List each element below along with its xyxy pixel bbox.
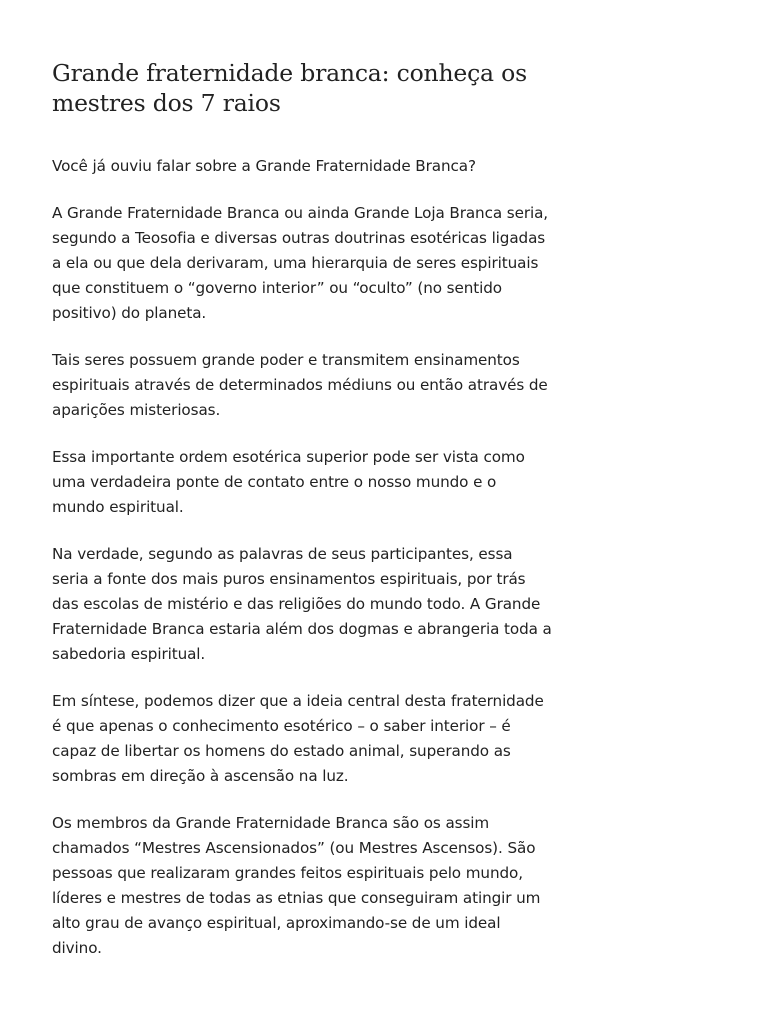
paragraph-bridge: Essa importante ordem esotérica superior pode ser vista como uma verdadeira ponte de contato entre o nosso mundo e o mundo espiritual. — [52, 448, 525, 516]
paragraph-source: Na verdade, segundo as palavras de seus participantes, essa seria a fonte dos mais puros ensinamentos espirituais, por trás das escolas de mistério e das religiões do mundo todo. A Grande Fraternidade Branca estaria além dos dogmas e abrangeria toda a sabedoria espiritual. — [52, 545, 552, 663]
paragraph-intro-question: Você já ouviu falar sobre a Grande Fraternidade Branca? — [52, 157, 476, 175]
paragraph-synthesis: Em síntese, podemos dizer que a ideia central desta fraternidade é que apenas o conhecimento esotérico – o saber interior – é capaz de libertar os homens do estado animal, superando as sombras em direção à ascensão na luz. — [52, 692, 544, 785]
paragraph-definition: A Grande Fraternidade Branca ou ainda Grande Loja Branca seria, segundo a Teosofia e diversas outras doutrinas esotéricas ligadas a ela ou que dela derivaram, uma hierarquia de seres espirituais que constituem o “governo interior” ou “oculto” (no sentido positivo) do planeta. — [52, 204, 549, 322]
paragraph-members: Os membros da Grande Fraternidade Branca são os assim chamados “Mestres Ascensionados” (ou Mestres Ascensos). São pessoas que realizaram grandes feitos espirituais pelo mundo, líderes e mestres de todas as etnias que conseguiram atingir um alto grau de avanço espiritual, aproximando-se de um ideal divino. — [52, 814, 541, 957]
article — [52, 58, 552, 983]
paragraph-powers: Tais seres possuem grande poder e transmitem ensinamentos espirituais através de determinados médiuns ou então através de aparições misteriosas. — [52, 351, 548, 419]
article-title: Grande fraternidade branca: conheça os mestres dos 7 raios — [52, 59, 527, 117]
